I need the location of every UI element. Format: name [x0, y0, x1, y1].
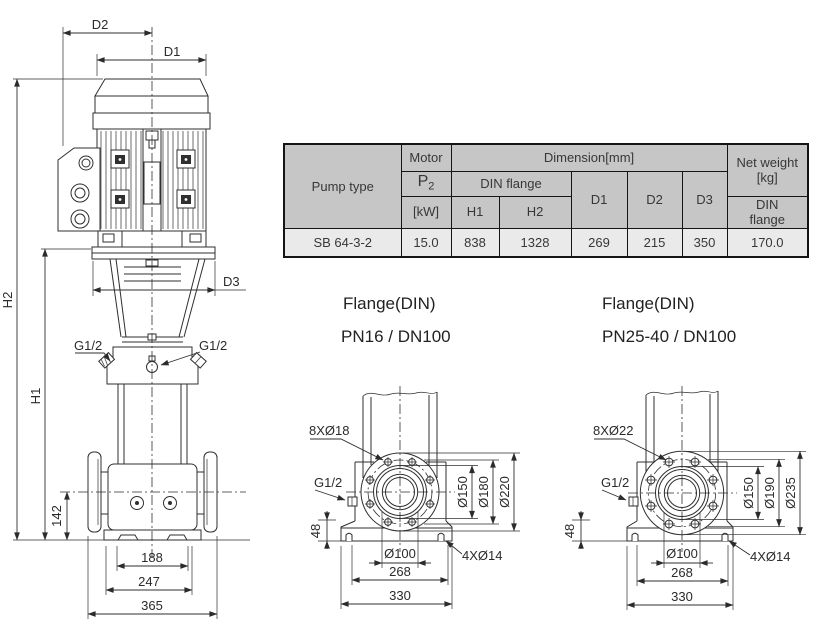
chamber-stack	[118, 384, 187, 464]
dim-label-d1: D1	[163, 44, 181, 59]
f1-dia150-label: Ø150	[455, 476, 470, 508]
cell-p2-kw: 15.0	[401, 228, 451, 257]
dim-label-188: 188	[141, 550, 163, 565]
net-weight-line1: Net weight	[736, 154, 798, 170]
net-weight-line2: [kg]	[756, 170, 778, 186]
din-flange-header: DIN flange	[451, 171, 571, 196]
f1-foot-holes-label: 4XØ14	[462, 548, 503, 563]
col-header-h1: H1	[451, 196, 499, 228]
table-row	[284, 228, 808, 257]
pump-head	[99, 347, 206, 384]
pump-spec-table	[283, 143, 809, 258]
flange-pn25-40-drawing	[562, 386, 806, 610]
p2-symbol: P	[417, 173, 429, 191]
f1-dia220-label: Ø220	[497, 476, 512, 508]
dim-label-g12-left: G1/2	[74, 338, 103, 353]
f1-g12-label: G1/2	[314, 475, 343, 490]
pump-type-header: Pump type	[284, 144, 401, 228]
dim-label-365: 365	[141, 598, 163, 613]
f2-330-label: 330	[671, 589, 693, 604]
flange2-subtitle: PN25-40 / DN100	[602, 327, 737, 346]
f1-268-label: 268	[389, 564, 411, 579]
motor	[58, 79, 210, 247]
cell-pump-type: SB 64-3-2	[284, 228, 401, 257]
f1-dia100-label: Ø100	[384, 546, 416, 561]
f2-dia150-label: Ø150	[741, 477, 756, 509]
f1-48-label: 48	[308, 523, 323, 539]
kw-header: [kW]	[401, 196, 451, 228]
terminal-box	[58, 148, 100, 231]
f2-g12-label: G1/2	[601, 475, 630, 490]
col-header-d3: D3	[682, 171, 727, 228]
dim-label-d2: D2	[91, 17, 109, 32]
cell-net-weight: 170.0	[727, 228, 808, 257]
dim-label-247: 247	[138, 574, 160, 589]
cell-d2: 215	[627, 228, 682, 257]
f2-bolt-holes-label: 8XØ22	[593, 423, 634, 438]
cell-h2: 1328	[499, 228, 571, 257]
flange1-title: Flange(DIN)	[343, 294, 436, 313]
cell-d3: 350	[682, 228, 727, 257]
dim-label-h1: H1	[28, 387, 43, 405]
f2-48-label: 48	[562, 523, 577, 539]
pump-side-view-drawing	[0, 17, 250, 619]
col-header-d2: D2	[627, 171, 682, 228]
flange2-title: Flange(DIN)	[602, 294, 695, 313]
dim-label-h2: H2	[0, 291, 15, 309]
p2-header	[401, 171, 451, 196]
dim-label-g12-right: G1/2	[199, 338, 228, 353]
col-header-d1: D1	[571, 171, 627, 228]
f2-foot-holes-label: 4XØ14	[750, 549, 791, 564]
dimension-header: Dimension[mm]	[451, 144, 727, 171]
f2-268-label: 268	[671, 565, 693, 580]
motor-stool	[92, 247, 215, 347]
cell-h1: 838	[451, 228, 499, 257]
cell-d1: 269	[571, 228, 627, 257]
net-weight-din-flange-header	[727, 196, 808, 228]
f2-dia100-label: Ø100	[666, 546, 698, 561]
dim-label-d3: D3	[223, 274, 240, 289]
f1-dia180-label: Ø180	[476, 476, 491, 508]
p2-subscript: 2	[428, 180, 435, 193]
f1-330-label: 330	[389, 588, 411, 603]
motor-header: Motor	[401, 144, 451, 171]
net-weight-header	[727, 144, 808, 196]
flange1-subtitle: PN16 / DN100	[341, 327, 451, 346]
net-din-line1: DIN	[756, 196, 779, 212]
net-din-line2: flange	[749, 212, 785, 227]
dim-label-142: 142	[49, 505, 64, 527]
f2-dia235-label: Ø235	[783, 477, 798, 509]
f1-bolt-holes-label: 8XØ18	[309, 423, 350, 438]
col-header-h2: H2	[499, 196, 571, 228]
flange-pn16-drawing	[308, 386, 520, 609]
f2-dia190-label: Ø190	[762, 477, 777, 509]
